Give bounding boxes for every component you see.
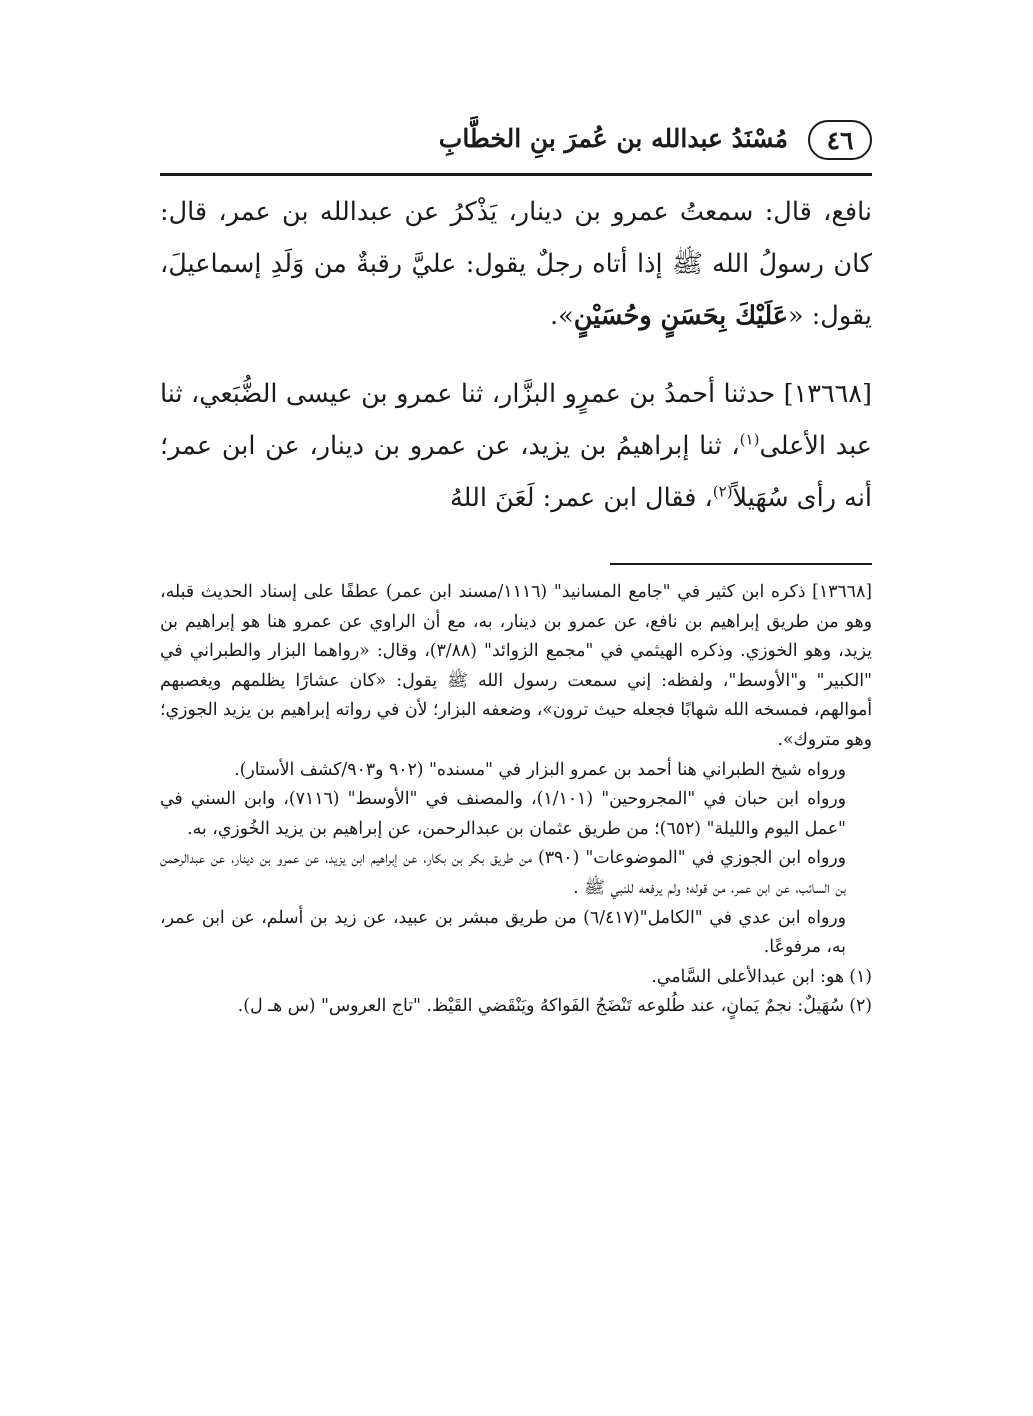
paragraph-suffix: ». [550,301,574,331]
prophetic-quote: عَلَيْكَ بِحَسَنٍ وحُسَيْنٍ [573,301,788,331]
hadith-text-part3: ، فقال ابن عمر: لَعَنَ اللهُ [449,483,713,513]
takhrij-paragraph-4: ورواه ابن الجوزي في "الموضوعات" (٣٩٠) من طريق بكر بن بكار، عن إبراهيم ابن يزيد، عن عمرو بن دينار، عن عبدالرحمن بن السائب، عن ابن عمر، من قوله؛ ولم يرفعه للنبي ﷺ . [160,848,846,898]
footnote-divider [610,563,872,565]
hadith-text-part2: ، ثنا إبراهيمُ بن يزيد، عن عمرو بن دينار، عن ابن عمر؛ أنه رأى سُهَيلاً [160,431,872,513]
footnotes-section [160,578,872,1022]
takhrij-paragraph-3: ورواه ابن حبان في "المجروحين" (١/١٠١)، والمصنف في "الأوسط" (٧١١٦)، وابن السني في "عمل اليوم والليلة" (٦٥٢)؛ من طريق عثمان بن عبدالرحمن، عن إبراهيم بن يزيد الخُوزي، به. [160,789,846,839]
footnote-1-number: (١) [849,966,872,987]
main-text [160,186,872,524]
takhrij-paragraph-1: [١٣٦٦٨] ذكره ابن كثير في "جامع المسانيد" (١١١٦/مسند ابن عمر) عطفًا على إسناد الحديث قبله، وهو من طريق إبراهيم بن نافع، عن عمرو بن دينار، به، مع أن الراوي عن عمرو هنا هو إبراهيم بن يزيد، وهو الخوزي. وذكره الهيثمي في "مجمع الزوائد" (٣/٨٨)، وقال: «رواهما البزار والطبراني في "الكبير" و"الأوسط"، ولفظه: إني سمعت رسول الله ﷺ يقول: «كان عشارًا يظلمهم ويغصبهم أموالهم، فمسخه الله شهابًا فجعله حيث ترون»، وضعفه البزار؛ لأن في رواته إبراهيم بن يزيد الجوزي؛ وهو متروك». [160,582,872,750]
takhrij-paragraph-2: ورواه شيخ الطبراني هنا أحمد بن عمرو البزار في "مسنده" (٩٠٢ و٩٠٣/كشف الأستار). [234,759,846,780]
page-header [160,118,872,166]
footnote-2 [160,992,872,1022]
header-divider [160,173,872,176]
footnote-ref-2[interactable]: (٢) [712,482,733,501]
hadith-text-part1: [١٣٦٦٨] حدثنا أحمدُ بن عمرٍو البزَّار، ثنا عمرو بن عيسى الضُّبَعي، ثنا عبد الأعلى [160,379,872,461]
continuation-paragraph [160,186,872,342]
footnote-ref-1[interactable]: (١) [739,430,760,449]
footnote-1 [160,963,872,993]
takhrij-paragraph-5: ورواه ابن عدي في "الكامل"(٦/٤١٧) من طريق مبشر بن عبيد، عن زيد بن أسلم، عن ابن عمر، به، مرفوعًا. [160,907,846,958]
hadith-paragraph [160,368,872,524]
footnote-2-number: (٢) [849,996,872,1017]
running-title: مُسْنَدُ عبدالله بن عُمرَ بنِ الخطَّابِ [438,124,788,153]
page-number: ٤٦ [808,120,872,160]
footnote-1-text: هو: ابن عبدالأعلى السَّامي. [651,966,844,987]
footnote-2-text: سُهَيلٌ: نجمٌ يَمانٍ، عند طُلوعه تَنْضَجُ الفَواكهُ ويَنْقَضي القَيْظ. "تاج العروس" (س هـ ل). [237,996,844,1017]
paragraph-prefix: نافع، قال: سمعتُ عمرو بن دينار، يَذْكرُ عن عبدالله بن عمر، قال: كان رسولُ الله ﷺ إذا أتاه رجلٌ يقول: عليَّ رقبةٌ من وَلَدِ إسماعيلَ، يقول: « [160,197,872,331]
